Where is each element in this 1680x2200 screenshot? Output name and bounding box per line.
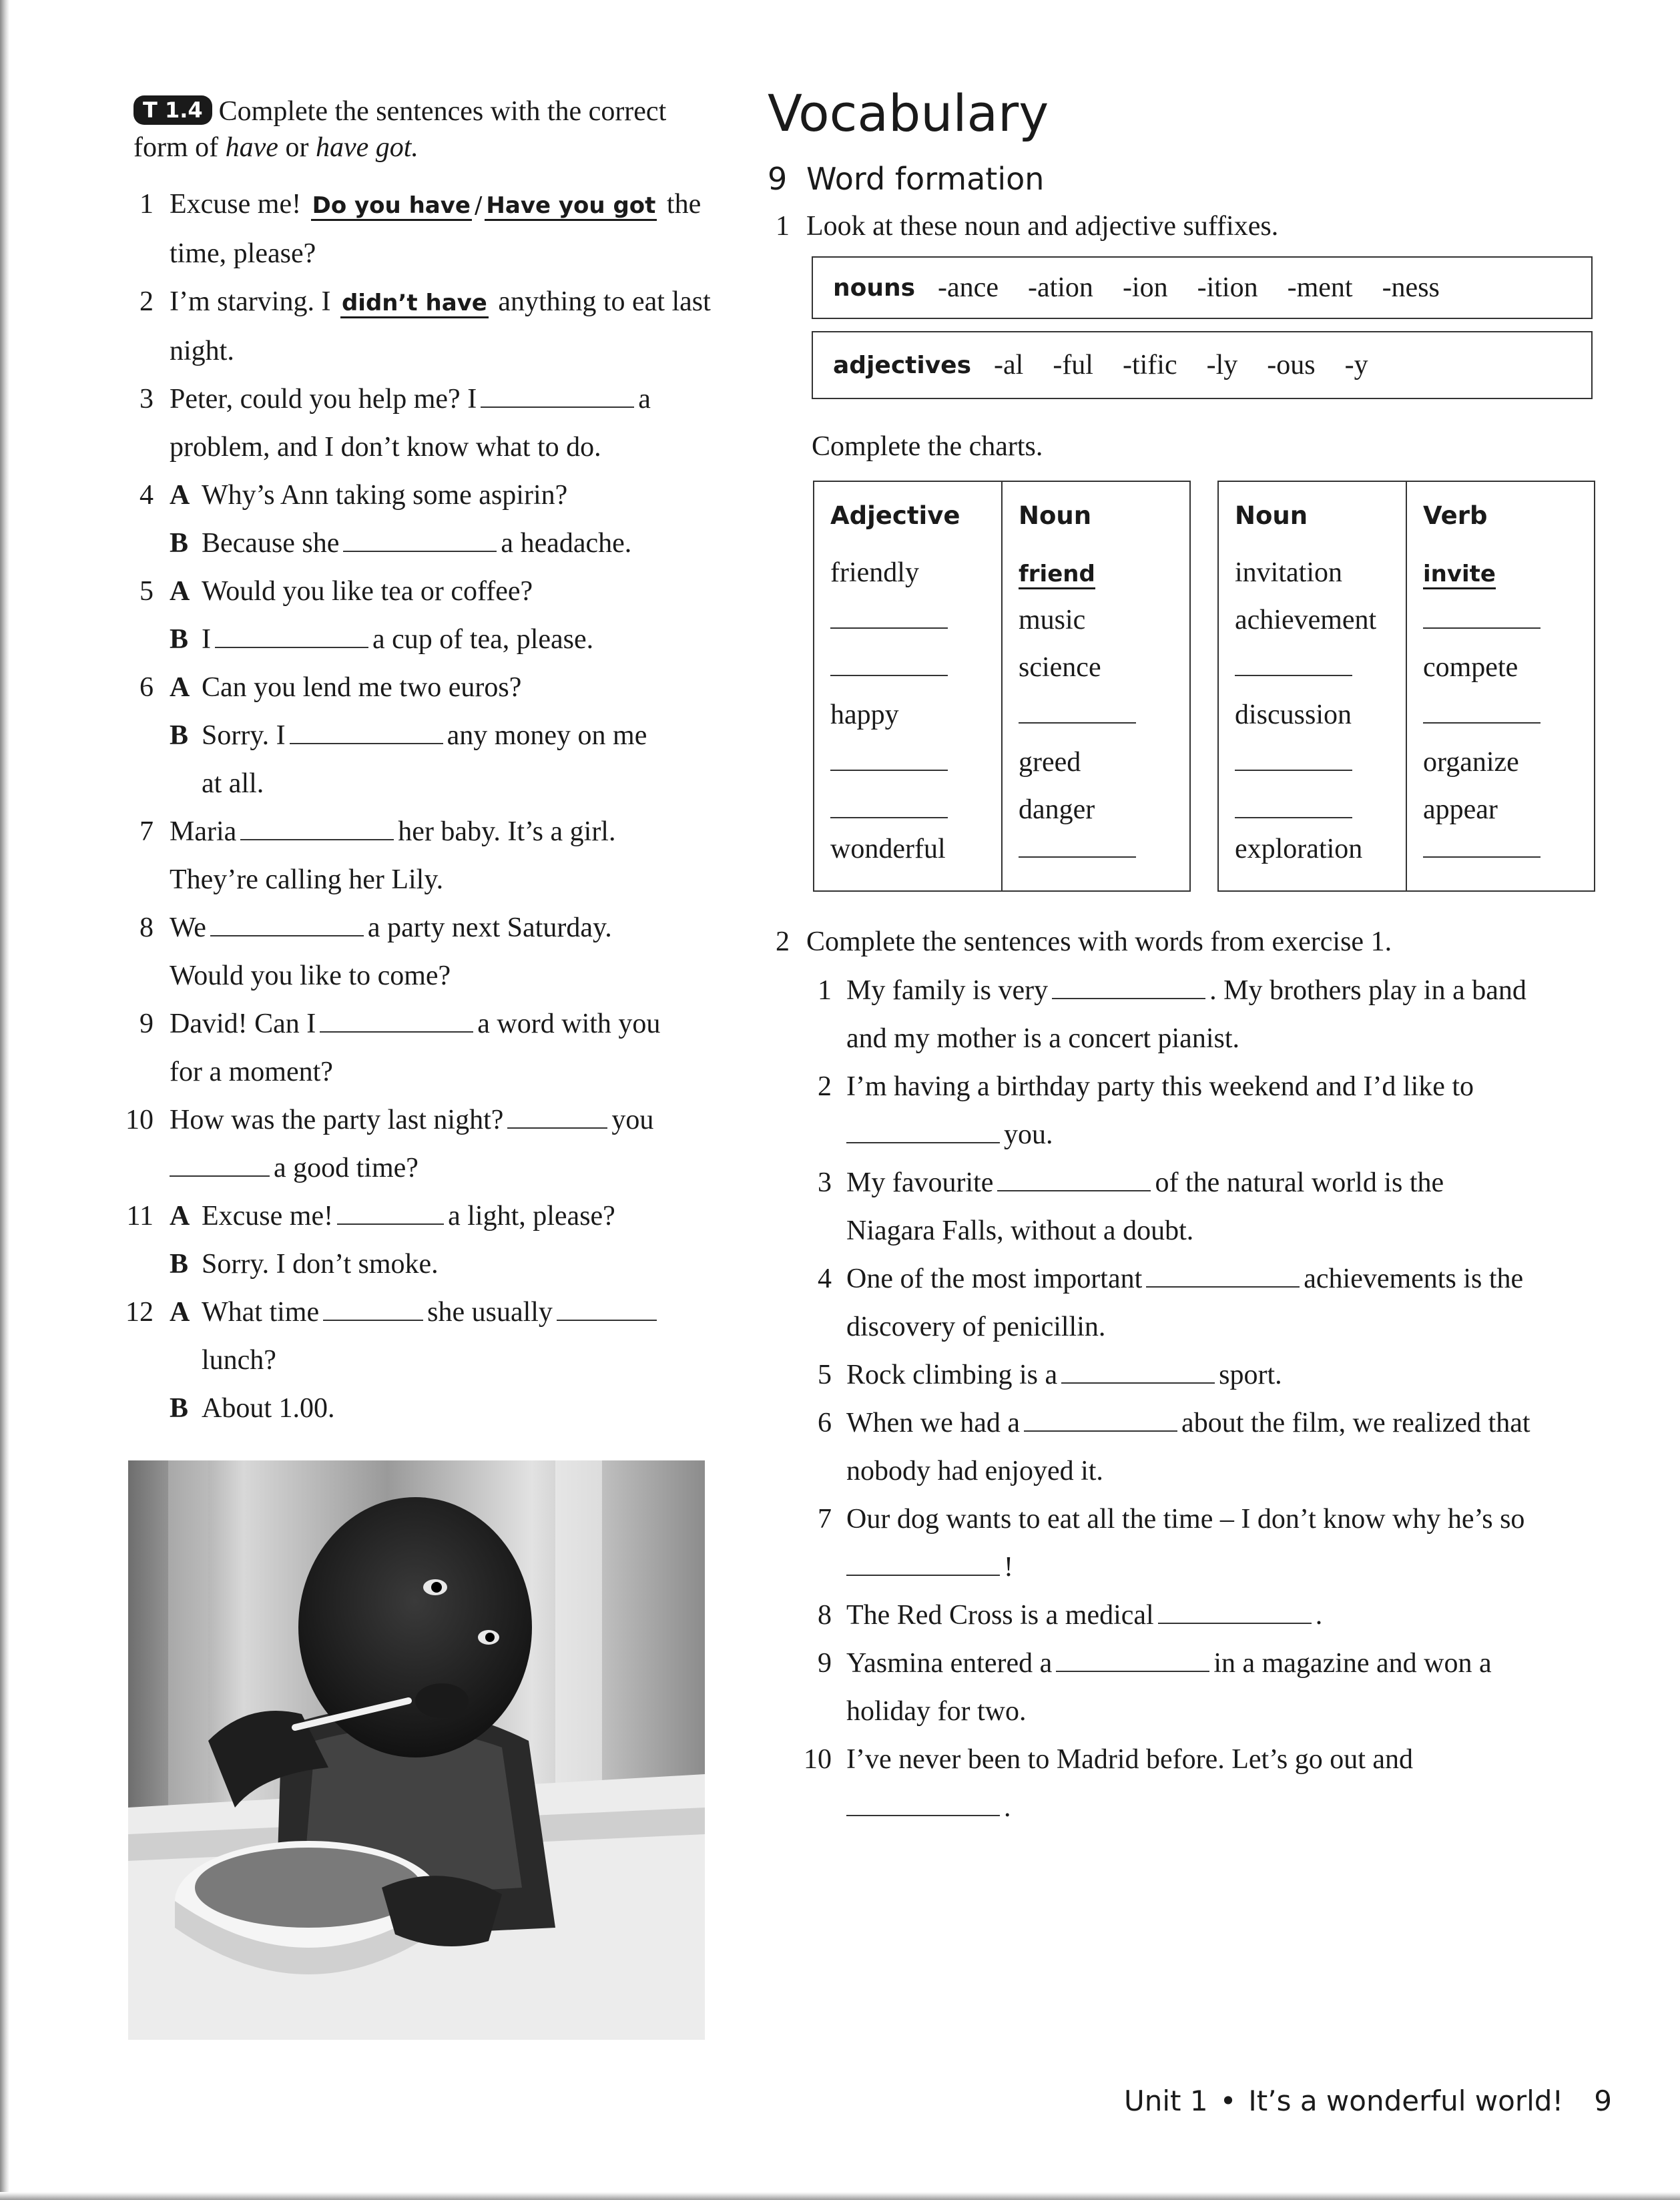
- chart-cell: music: [1002, 596, 1190, 643]
- chart-cell: organize: [1406, 738, 1595, 786]
- answer-blank[interactable]: [830, 607, 948, 629]
- chart-cell: [814, 643, 1002, 691]
- chart-cell: [1002, 549, 1190, 596]
- chart-header: Noun: [1235, 501, 1308, 530]
- chart-cell: [1218, 738, 1406, 786]
- answer-blank[interactable]: [323, 1292, 423, 1321]
- grammar-item: 12 A What time she usually lunch? B About 1.00.: [133, 1288, 721, 1432]
- suffix: -ly: [1206, 350, 1238, 380]
- sentence-item: 4 One of the most important achievements is the discovery of penicillin.: [812, 1255, 1595, 1351]
- chart-cell: [1406, 549, 1595, 596]
- grammar-item: 3 Peter, could you help me? I a problem, and I don’t know what to do.: [133, 375, 721, 471]
- grammar-item: 8 We a party next Saturday. Would you like to come?: [133, 904, 721, 1000]
- page-footer: [1124, 2081, 1612, 2121]
- answer-blank[interactable]: [846, 1787, 1000, 1816]
- vocabulary-section: [768, 80, 1595, 1832]
- example-answer: invite: [1423, 561, 1496, 589]
- noun-suffix-box: nouns -ance -ation -ion -ition -ment -ness: [812, 256, 1593, 319]
- adjective-noun-chart: [813, 481, 1191, 892]
- answer-blank[interactable]: [507, 1099, 607, 1129]
- chart-cell: greed: [1002, 738, 1190, 786]
- chart-cell: appear: [1406, 786, 1595, 833]
- answer-blank[interactable]: [830, 655, 948, 676]
- grammar-exercise: [125, 93, 721, 1432]
- sentence-item: 5 Rock climbing is a sport.: [812, 1351, 1595, 1399]
- example-answer: Have you got: [485, 192, 657, 221]
- suffix: -ion: [1122, 272, 1168, 303]
- chart-cell: [1406, 691, 1595, 738]
- grammar-item: 11 A Excuse me! a light, please? B Sorry. I don’t smoke.: [133, 1192, 721, 1288]
- chart-cell: [1218, 786, 1406, 833]
- example-answer: friend: [1019, 561, 1095, 589]
- sentence-item: 9 Yasmina entered a in a magazine and won a holiday for two.: [812, 1639, 1595, 1735]
- sentence-item: 10 I’ve never been to Madrid before. Let’s go out and .: [804, 1744, 1414, 1823]
- answer-blank[interactable]: [481, 378, 634, 408]
- scan-edge-bottom: [0, 2192, 1680, 2200]
- answer-blank[interactable]: [1235, 797, 1352, 818]
- chart-cell: happy: [830, 699, 899, 730]
- chart-header: Adjective: [830, 501, 960, 530]
- exercise-2: [768, 924, 1595, 1832]
- answer-blank[interactable]: [1019, 836, 1136, 858]
- sentence-item: 3 My favourite of the natural world is the Niagara Falls, without a doubt.: [812, 1159, 1595, 1255]
- sentence-item: 1 My family is very . My brothers play in a band and my mother is a concert pianist.: [812, 967, 1595, 1063]
- chart-header: Noun: [1002, 481, 1190, 549]
- answer-blank[interactable]: [337, 1195, 444, 1225]
- grammar-item: 4 A Why’s Ann taking some aspirin? B Because she a headache.: [139, 480, 632, 559]
- chart-cell: [814, 596, 1002, 643]
- answer-blank[interactable]: [557, 1292, 657, 1321]
- answer-blank[interactable]: [343, 523, 497, 552]
- chart-cell: exploration: [1235, 834, 1363, 864]
- suffix: -ition: [1197, 272, 1258, 303]
- answer-blank[interactable]: [1158, 1595, 1312, 1624]
- chart-header: Verb: [1406, 481, 1595, 549]
- chart-cell: [1002, 691, 1190, 738]
- grammar-item: 5 A Would you like tea or coffee? B I a cup of tea, please.: [139, 576, 594, 655]
- answer-blank[interactable]: [1423, 607, 1541, 629]
- chart-cell: [814, 786, 1002, 833]
- example-answer: didn’t have: [340, 290, 489, 318]
- page-number: 9: [1594, 2085, 1612, 2117]
- chart-cell: [1218, 643, 1406, 691]
- sentence-item: 2 I’m having a birthday party this weekend and I’d like to you.: [818, 1071, 1474, 1150]
- suffix: -ation: [1027, 272, 1093, 303]
- chart-cell: invitation: [1235, 557, 1342, 588]
- chart-cell: wonderful: [830, 834, 946, 864]
- chart-cell: compete: [1406, 643, 1595, 691]
- chart-cell: achievement: [1235, 604, 1377, 635]
- answer-blank[interactable]: [846, 1547, 1000, 1576]
- suffix: -ness: [1382, 272, 1440, 303]
- answer-blank[interactable]: [1061, 1354, 1215, 1384]
- grammar-item: 2 I’m starving. I didn’t have anything to eat last night.: [139, 286, 711, 366]
- word-charts: [813, 481, 1595, 892]
- subsection-heading: 9 Word formation: [768, 161, 1045, 197]
- grammar-item: 10 How was the party last night? you a good time?: [133, 1096, 721, 1192]
- sentence-item: 6 When we had a about the film, we realized that nobody had enjoyed it.: [812, 1399, 1595, 1495]
- audio-track-badge[interactable]: T 1.4: [133, 95, 212, 125]
- exercise-1-instruction: 1 Look at these noun and adjective suffixes.: [776, 211, 1279, 242]
- suffix: -ful: [1053, 350, 1093, 380]
- chart-cell: [1406, 596, 1595, 643]
- answer-blank[interactable]: [830, 750, 948, 771]
- example-answer: Do you have: [311, 192, 472, 221]
- suffix: -tific: [1122, 350, 1177, 380]
- answer-blank[interactable]: [1423, 702, 1541, 724]
- answer-blank[interactable]: [170, 1147, 270, 1177]
- answer-blank[interactable]: [290, 715, 443, 744]
- photo-illustration: [128, 1460, 705, 2040]
- answer-blank[interactable]: [1052, 970, 1205, 999]
- chart-cell: friendly: [830, 557, 919, 588]
- chart-cell: [1406, 833, 1595, 891]
- answer-blank[interactable]: [1423, 836, 1541, 858]
- exercise-2-instruction: 2 Complete the sentences with words from exercise 1.: [776, 926, 1392, 957]
- sentence-item: 8 The Red Cross is a medical .: [812, 1591, 1595, 1639]
- baby-eating-photo: [128, 1460, 705, 2040]
- sentence-item: 7 Our dog wants to eat all the time – I don’t know why he’s so !: [818, 1504, 1525, 1583]
- unit-label: Unit 1: [1124, 2085, 1208, 2117]
- chart-cell: [1002, 833, 1190, 891]
- grammar-item: 1 Excuse me! Do you have / Have you got the time, please?: [139, 189, 702, 269]
- answer-blank[interactable]: [830, 797, 948, 818]
- suffix: -ment: [1287, 272, 1353, 303]
- answer-blank[interactable]: [1019, 702, 1136, 724]
- grammar-items: [125, 180, 721, 1432]
- charts-instruction: Complete the charts.: [812, 431, 1043, 462]
- answer-blank[interactable]: [1235, 750, 1352, 771]
- grammar-item: 7 Maria her baby. It’s a girl. They’re calling her Lily.: [133, 808, 721, 904]
- suffix: -ance: [938, 272, 999, 303]
- answer-blank[interactable]: [1024, 1402, 1177, 1432]
- grammar-item: 9 David! Can I a word with you for a moment?: [133, 1000, 721, 1096]
- answer-blank[interactable]: [320, 1003, 473, 1033]
- section-title: Vocabulary: [768, 83, 1049, 143]
- scan-edge-left: [0, 0, 9, 2200]
- answer-blank[interactable]: [846, 1114, 1000, 1143]
- chart-cell: [814, 738, 1002, 786]
- suffix: -y: [1344, 350, 1368, 380]
- noun-verb-chart: [1217, 481, 1595, 892]
- chart-cell: danger: [1002, 786, 1190, 833]
- exercise-2-items: [768, 967, 1595, 1832]
- answer-blank[interactable]: [215, 619, 368, 648]
- answer-blank[interactable]: [210, 907, 364, 936]
- bullet-separator: •: [1219, 2085, 1237, 2117]
- answer-blank[interactable]: [1235, 655, 1352, 676]
- suffix: -ous: [1267, 350, 1316, 380]
- grammar-item: 6 A Can you lend me two euros? B Sorry. I any money on me at all.: [139, 672, 647, 799]
- answer-blank[interactable]: [1056, 1643, 1209, 1672]
- chart-cell: science: [1002, 643, 1190, 691]
- unit-title: It’s a wonderful world!: [1248, 2085, 1564, 2117]
- exercise-instruction: T 1.4 Complete the sentences with the correct form of have or have got.: [133, 96, 667, 163]
- answer-blank[interactable]: [1146, 1258, 1300, 1288]
- answer-blank[interactable]: [997, 1162, 1151, 1191]
- adjective-suffix-box: adjectives -al -ful -tific -ly -ous -y: [812, 331, 1593, 399]
- chart-cell: discussion: [1235, 699, 1352, 730]
- suffix: -al: [994, 350, 1024, 380]
- answer-blank[interactable]: [240, 811, 394, 840]
